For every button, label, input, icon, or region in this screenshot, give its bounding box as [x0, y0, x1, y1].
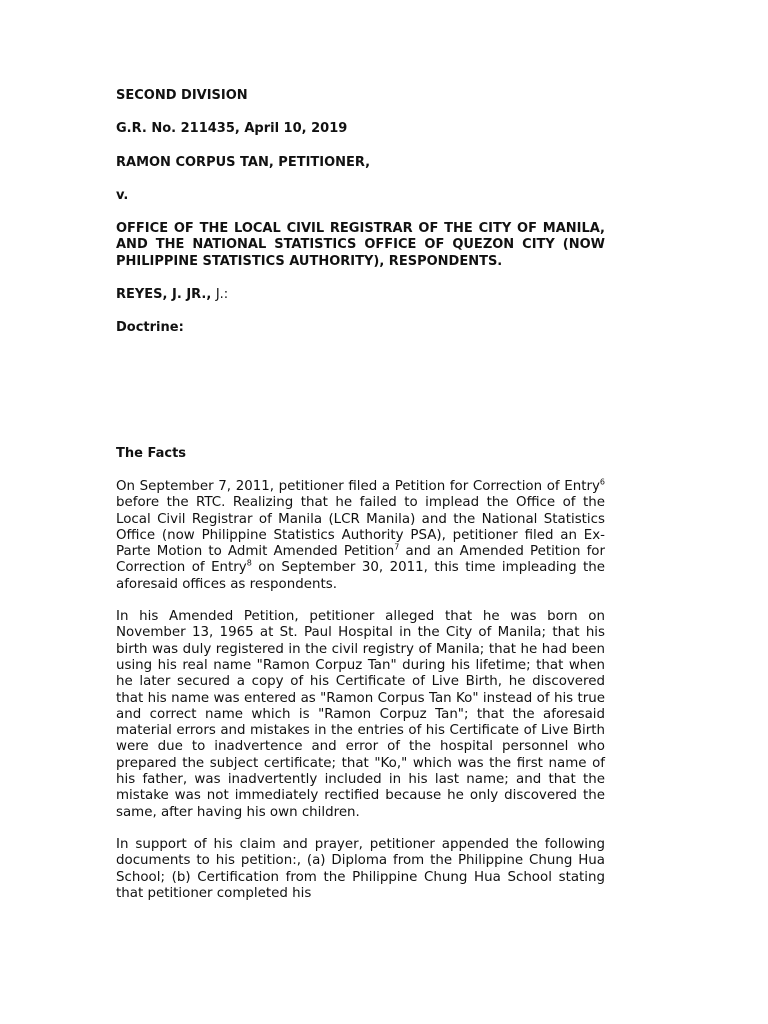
- versus-line: v.: [116, 187, 129, 203]
- footnote-ref-7[interactable]: 7: [394, 542, 400, 552]
- p1-text-b: before the RTC. Realizing that he failed to implead the Office of the Local Civil Registrar of Manila (LCR Manila) and the National Statistics Office (now Philippine Statistics Authority PSA), petitioner filed an Ex-Parte Motion to Admit Amended Petition: [116, 495, 605, 560]
- division-heading: SECOND DIVISION: [116, 88, 248, 103]
- case-number: G.R. No. 211435, April 10, 2019: [116, 121, 348, 137]
- document-body: [116, 88, 605, 918]
- ponente-suffix: J.:: [215, 287, 229, 303]
- p1-text-a: On September 7, 2011, petitioner filed a Petition for Correction of Entry: [116, 478, 600, 494]
- respondents-line: OFFICE OF THE LOCAL CIVIL REGISTRAR OF THE CITY OF MANILA, AND THE NATIONAL STATISTICS OFFICE OF QUEZON CITY (NOW PHILIPPINE STATISTICS AUTHORITY), RESPONDENTS.: [116, 221, 605, 269]
- doctrine-heading: Doctrine:: [116, 320, 184, 336]
- ponente-line: [116, 287, 605, 303]
- petitioner-line: RAMON CORPUS TAN, PETITIONER,: [116, 154, 371, 170]
- facts-paragraph-2: In his Amended Petition, petitioner alleged that he was born on November 13, 1965 at St. Paul Hospital in the City of Manila; that his birth was duly registered in the civil registry of Manila; that he had been using his real name "Ramon Corpuz Tan" during his lifetime; that when he later secured a copy of his Certificate of Live Birth, he discovered that his name was entered as "Ramon Corpus Tan Ko" instead of his true and correct name which is "Ramon Corpuz Tan"; that the aforesaid material errors and mistakes in the entries of his Certificate of Live Birth were due to inadvertence and error of the hospital personnel who prepared the subject certificate; that "Ko," which was the first name of his father, was inadvertently included in his last name; and that the mistake was not immediately rectified because he only discovered the same, after having his own children.: [116, 609, 605, 820]
- footnote-ref-8[interactable]: 8: [246, 558, 252, 568]
- facts-paragraph-3: In support of his claim and prayer, petitioner appended the following documents to his petition:, (a) Diploma from the Philippine Chung Hua School; (b) Certification from the Philippine Chung Hua School stating that petitioner completed his: [116, 836, 605, 901]
- facts-heading: The Facts: [116, 445, 187, 461]
- p1-text-d: on September 30, 2011, this time impleading the aforesaid offices as respondents.: [116, 560, 605, 592]
- footnote-ref-6[interactable]: 6: [599, 477, 605, 487]
- ponente-name: REYES, J. JR.,: [116, 287, 212, 303]
- facts-paragraph-1: [116, 479, 605, 593]
- p1-text-c: and an Amended Petition for Correction of Entry: [116, 544, 605, 576]
- blank-space: [116, 354, 605, 446]
